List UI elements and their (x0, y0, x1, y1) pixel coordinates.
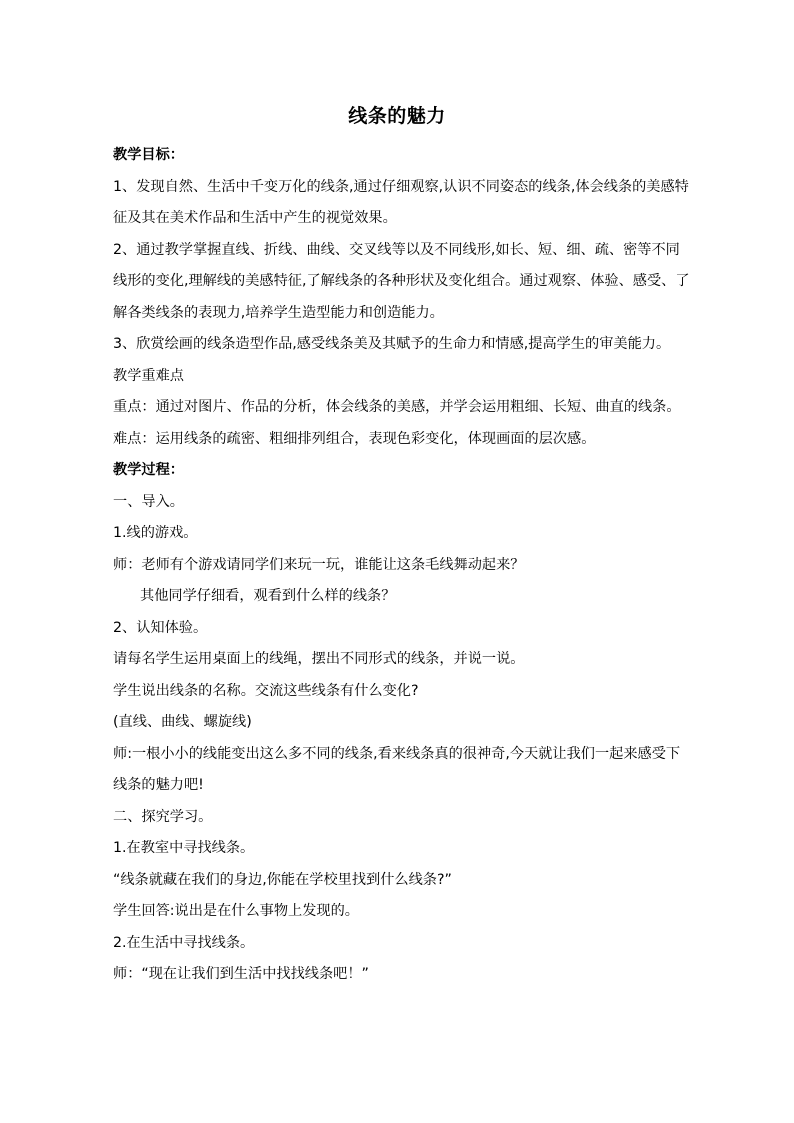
section-heading-key-points: 教学重难点 (113, 367, 184, 384)
section-heading-objectives: 教学目标： (113, 147, 184, 163)
process-item: 学生说出线条的名称。交流这些线条有什么变化? (113, 682, 419, 699)
objective-3: 3、欣赏绘画的线条造型作品,感受线条美及其赋予的生命力和情感,提高学生的审美能力。 (113, 336, 671, 352)
difficult-point: 难点：运用线条的疏密、粗细排列组合，表现色彩变化，体现画面的层次感。 (113, 430, 596, 447)
objective-2: 2、通过教学掌握直线、折线、曲线、交叉线等以及不同线形,如长、短、细、疏、密等不同线形的变化,理解线的美感特征,了解线条的各种形状及变化组合。通过观察、体验、感受、了解各类线条的表现力,培养学生造型能力和创造能力。 (113, 241, 690, 321)
key-point: 重点：通过对图片、作品的分析，体会线条的美感，并学会运用粗细、长短、曲直的线条。 (113, 399, 681, 415)
document-title: 线条的魅力 (348, 105, 446, 127)
process-item: 师：“现在让我们到生活中找找线条吧！” (113, 966, 369, 982)
process-item: 2、认知体验。 (113, 619, 208, 636)
process-item: 其他同学仔细看，观看到什么样的线条？ (140, 588, 396, 604)
document-body (113, 140, 693, 991)
process-item: 请每名学生运用桌面上的线绳，摆出不同形式的线条，并说一说。 (113, 651, 525, 667)
process-item: (直线、曲线、螺旋线) (113, 714, 252, 730)
process-item: “线条就藏在我们的身边,你能在学校里找到什么线条?” (113, 871, 452, 888)
process-item: 师：老师有个游戏请同学们来玩一玩，谁能让这条毛线舞动起来？ (113, 556, 525, 573)
process-step-explore: 二、探究学习。 (113, 808, 213, 825)
process-step-intro: 一、导入。 (113, 493, 184, 510)
process-item: 1.线的游戏。 (113, 525, 198, 541)
process-item: 师:一根小小的线能变出这么多不同的线条,看来线条真的很神奇,今天就让我们一起来感受下线条的魅力吧! (113, 745, 681, 793)
process-item: 1.在教室中寻找线条。 (113, 840, 255, 856)
section-heading-process: 教学过程： (113, 462, 184, 478)
process-item: 学生回答:说出是在什么事物上发现的。 (113, 903, 359, 919)
objective-1: 1、发现自然、生活中千变万化的线条,通过仔细观察,认识不同姿态的线条,体会线条的美感特征及其在美术作品和生活中产生的视觉效果。 (113, 178, 689, 226)
process-item: 2.在生活中寻找线条。 (113, 934, 255, 951)
